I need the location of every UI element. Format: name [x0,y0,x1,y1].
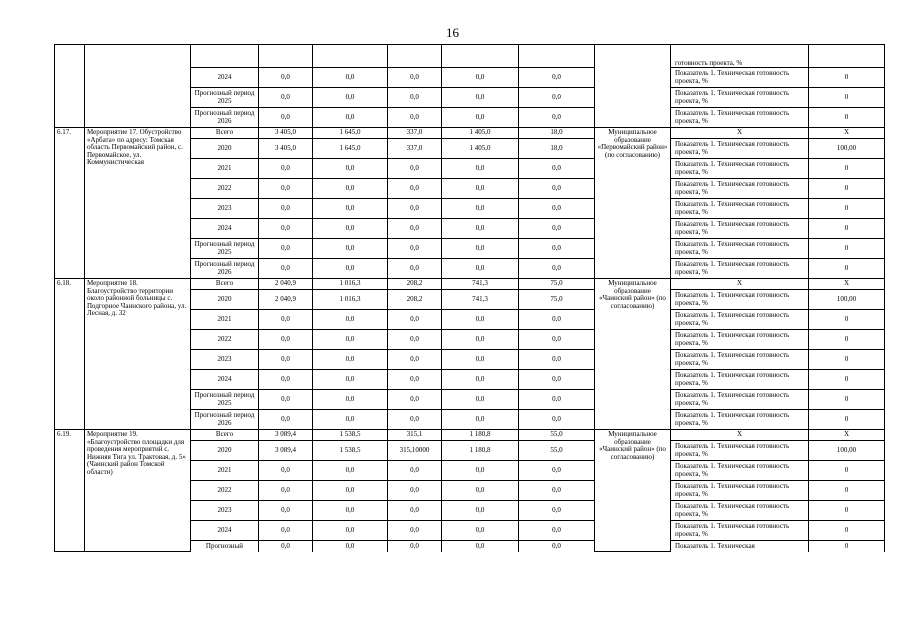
local-budget-cell: 0,0 [442,179,519,199]
extrabudget-cell: 0,0 [519,179,595,199]
total-value-cell: 0,0 [259,521,313,541]
total-value-cell: 0,0 [259,481,313,501]
federal-budget-cell: 0,0 [313,410,388,430]
activity-row [55,430,885,441]
activity-title-cell-continued [85,45,191,128]
total-value-cell: 0,0 [259,350,313,370]
extrabudget-cell: 0,0 [519,370,595,390]
continuation-top-row [55,45,885,68]
local-budget-cell: 0,0 [442,310,519,330]
activity-number-cell: 6.18. [55,279,85,430]
federal-budget-cell: 1 538,5 [313,430,388,441]
blank-cell [388,45,442,68]
regional-budget-cell: 337,0 [388,128,442,139]
regional-budget-cell: 337,0 [388,139,442,159]
activity-number-cell: 6.19. [55,430,85,552]
target-cell: 0 [809,310,885,330]
indicator-cell: Показатель 1. Техническая готовность проекта, % [671,310,809,330]
indicator-cell: Показатель 1. Техническая готовность проекта, % [671,179,809,199]
target-cell: 0 [809,219,885,239]
period-cell: Прогнозный период 2025 [191,88,259,108]
extrabudget-cell: 75,0 [519,290,595,310]
total-value-cell: 0,0 [259,88,313,108]
total-value-cell: 2 040,9 [259,279,313,290]
federal-budget-cell: 0,0 [313,521,388,541]
indicator-cell: готовность проекта, % [671,45,809,68]
regional-budget-cell: 0,0 [388,179,442,199]
extrabudget-cell: 0,0 [519,410,595,430]
local-budget-cell: 0,0 [442,108,519,128]
activity-title-cell: Мероприятие 17. Обустройство «Арбата» по адресу: Томская область Первомайский район, с. Первомайское, ул. Коммунистическая [85,128,191,279]
period-cell: Всего [191,430,259,441]
regional-budget-cell: 0,0 [388,461,442,481]
target-cell: 100,00 [809,139,885,159]
federal-budget-cell: 0,0 [313,501,388,521]
federal-budget-cell: 1 016,3 [313,279,388,290]
indicator-cell: Показатель 1. Техническая готовность проекта, % [671,370,809,390]
total-value-cell: 0,0 [259,199,313,219]
target-cell: 0 [809,481,885,501]
period-cell: 2021 [191,461,259,481]
extrabudget-cell: 0,0 [519,330,595,350]
local-budget-cell: 0,0 [442,330,519,350]
target-cell: 0 [809,350,885,370]
period-cell: Прогнозный [191,541,259,552]
federal-budget-cell: 0,0 [313,179,388,199]
regional-budget-cell: 208,2 [388,290,442,310]
extrabudget-cell: 0,0 [519,108,595,128]
regional-budget-cell: 0,0 [388,541,442,552]
indicator-cell: Показатель 1. Техническая готовность проекта, % [671,410,809,430]
executor-cell-continued [595,45,671,128]
target-cell: 0 [809,541,885,552]
local-budget-cell: 0,0 [442,461,519,481]
local-budget-cell: 1 405,0 [442,139,519,159]
total-value-cell: 0,0 [259,159,313,179]
local-budget-cell: 1 180,8 [442,441,519,461]
period-cell: 2020 [191,139,259,159]
regional-budget-cell: 0,0 [388,199,442,219]
federal-budget-cell: 0,0 [313,88,388,108]
federal-budget-cell: 1 645,0 [313,139,388,159]
total-value-cell: 0,0 [259,219,313,239]
period-cell: 2021 [191,159,259,179]
total-value-cell: 0,0 [259,310,313,330]
indicator-cell: X [671,430,809,441]
regional-budget-cell: 0,0 [388,239,442,259]
target-cell [809,45,885,68]
extrabudget-cell: 0,0 [519,199,595,219]
local-budget-cell: 0,0 [442,521,519,541]
period-cell: Прогнозный период 2026 [191,410,259,430]
extrabudget-cell: 0,0 [519,259,595,279]
local-budget-cell: 0,0 [442,370,519,390]
regional-budget-cell: 0,0 [388,108,442,128]
extrabudget-cell: 0,0 [519,521,595,541]
period-cell: Всего [191,279,259,290]
federal-budget-cell: 0,0 [313,481,388,501]
total-value-cell: 0,0 [259,259,313,279]
federal-budget-cell: 0,0 [313,330,388,350]
federal-budget-cell: 0,0 [313,370,388,390]
target-cell: 0 [809,390,885,410]
executor-cell: Муниципальное образование «Чаинский район» (по согласованию) [595,430,671,552]
period-cell: 2022 [191,481,259,501]
period-cell: 2024 [191,68,259,88]
period-cell: 2020 [191,441,259,461]
page-number: 16 [446,25,459,40]
executor-cell: Муниципальное образование «Первомайский район» (по согласованию) [595,128,671,279]
local-budget-cell: 0,0 [442,481,519,501]
extrabudget-cell: 0,0 [519,461,595,481]
period-cell: Прогнозный период 2026 [191,108,259,128]
indicator-cell: Показатель 1. Техническая готовность проекта, % [671,330,809,350]
extrabudget-cell: 0,0 [519,350,595,370]
target-cell: 0 [809,88,885,108]
period-cell: 2024 [191,370,259,390]
local-budget-cell: 0,0 [442,350,519,370]
local-budget-cell: 0,0 [442,88,519,108]
extrabudget-cell: 0,0 [519,88,595,108]
federal-budget-cell: 0,0 [313,390,388,410]
period-cell: Всего [191,128,259,139]
indicator-cell: Показатель 1. Техническая готовность проекта, % [671,481,809,501]
activity-title-cell: Мероприятие 18. Благоустройство территории около районной больницы с. Подгорное Чаинского района, ул. Лесная, д. 32 [85,279,191,430]
indicator-cell: Показатель 1. Техническая готовность проекта, % [671,199,809,219]
local-budget-cell: 0,0 [442,390,519,410]
total-value-cell: 0,0 [259,179,313,199]
target-cell: 100,00 [809,441,885,461]
extrabudget-cell: 18,0 [519,128,595,139]
indicator-cell: Показатель 1. Техническая готовность проекта, % [671,350,809,370]
blank-cell [259,45,313,68]
activity-row [55,279,885,290]
indicator-cell: Показатель 1. Техническая готовность проекта, % [671,390,809,410]
extrabudget-cell: 75,0 [519,279,595,290]
federal-budget-cell: 0,0 [313,310,388,330]
extrabudget-cell: 0,0 [519,390,595,410]
total-value-cell: 0,0 [259,370,313,390]
indicator-cell: Показатель 1. Техническая готовность проекта, % [671,219,809,239]
local-budget-cell: 0,0 [442,501,519,521]
period-cell: 2023 [191,199,259,219]
federal-budget-cell: 0,0 [313,219,388,239]
target-cell: X [809,128,885,139]
activity-title-cell: Мероприятие 19. «Благоустройство площадки для проведения мероприятий с. Нижняя Тига ул. Трактовая, д. 5» (Чаинский район Томской области) [85,430,191,552]
regional-budget-cell: 0,0 [388,88,442,108]
period-cell: 2022 [191,179,259,199]
target-cell: 0 [809,461,885,481]
executor-cell: Муниципальное образование «Чаинский район» (по согласованию) [595,279,671,430]
extrabudget-cell: 55,0 [519,441,595,461]
local-budget-cell: 0,0 [442,159,519,179]
extrabudget-cell: 18,0 [519,139,595,159]
period-cell: 2020 [191,290,259,310]
indicator-cell: Показатель 1. Техническая готовность проекта, % [671,88,809,108]
extrabudget-cell: 0,0 [519,310,595,330]
indicator-cell: Показатель 1. Техническая готовность проекта, % [671,501,809,521]
regional-budget-cell: 0,0 [388,68,442,88]
indicator-cell: Показатель 1. Техническая готовность проекта, % [671,441,809,461]
total-value-cell: 3 089,4 [259,441,313,461]
regional-budget-cell: 208,2 [388,279,442,290]
target-cell: 0 [809,108,885,128]
regional-budget-cell: 0,0 [388,370,442,390]
regional-budget-cell: 315,1 [388,430,442,441]
federal-budget-cell: 0,0 [313,159,388,179]
indicator-cell: Показатель 1. Техническая готовность проекта, % [671,290,809,310]
target-cell: 0 [809,259,885,279]
target-cell: 0 [809,410,885,430]
total-value-cell: 0,0 [259,239,313,259]
regional-budget-cell: 0,0 [388,330,442,350]
local-budget-cell: 741,3 [442,290,519,310]
regional-budget-cell: 0,0 [388,259,442,279]
total-value-cell: 0,0 [259,108,313,128]
period-cell: 2024 [191,521,259,541]
number-cell-continued [55,45,85,128]
federal-budget-cell: 1 645,0 [313,128,388,139]
local-budget-cell: 0,0 [442,259,519,279]
total-value-cell: 0,0 [259,68,313,88]
total-value-cell: 0,0 [259,410,313,430]
regional-budget-cell: 0,0 [388,501,442,521]
regional-budget-cell: 315,10000 [388,441,442,461]
local-budget-cell: 0,0 [442,239,519,259]
indicator-cell: Показатель 1. Техническая готовность проекта, % [671,259,809,279]
period-cell: Прогнозный период 2026 [191,259,259,279]
local-budget-cell: 0,0 [442,68,519,88]
federal-budget-cell: 0,0 [313,68,388,88]
regional-budget-cell: 0,0 [388,310,442,330]
blank-cell [313,45,388,68]
indicator-cell: Показатель 1. Техническая готовность проекта, % [671,461,809,481]
extrabudget-cell: 55,0 [519,430,595,441]
target-cell: 100,00 [809,290,885,310]
total-value-cell: 0,0 [259,330,313,350]
indicator-cell: Показатель 1. Техническая готовность проекта, % [671,239,809,259]
extrabudget-cell: 0,0 [519,68,595,88]
local-budget-cell: 1 405,0 [442,128,519,139]
period-cell: Прогнозный период 2025 [191,239,259,259]
federal-budget-cell: 0,0 [313,239,388,259]
local-budget-cell: 0,0 [442,219,519,239]
federal-budget-cell: 1 016,3 [313,290,388,310]
local-budget-cell: 0,0 [442,199,519,219]
federal-budget-cell: 0,0 [313,350,388,370]
local-budget-cell: 0,0 [442,410,519,430]
extrabudget-cell: 0,0 [519,239,595,259]
total-value-cell: 3 405,0 [259,128,313,139]
blank-cell [442,45,519,68]
indicator-cell: Показатель 1. Техническая [671,541,809,552]
indicator-cell: Показатель 1. Техническая готовность проекта, % [671,159,809,179]
extrabudget-cell: 0,0 [519,159,595,179]
total-value-cell: 2 040,9 [259,290,313,310]
regional-budget-cell: 0,0 [388,159,442,179]
regional-budget-cell: 0,0 [388,219,442,239]
regional-budget-cell: 0,0 [388,390,442,410]
total-value-cell: 0,0 [259,390,313,410]
target-cell: 0 [809,370,885,390]
extrabudget-cell: 0,0 [519,481,595,501]
blank-cell [191,45,259,68]
extrabudget-cell: 0,0 [519,501,595,521]
blank-cell [519,45,595,68]
regional-budget-cell: 0,0 [388,350,442,370]
indicator-cell: X [671,128,809,139]
target-cell: X [809,430,885,441]
local-budget-cell: 0,0 [442,541,519,552]
indicator-cell: X [671,279,809,290]
period-cell: 2023 [191,501,259,521]
target-cell: 0 [809,199,885,219]
indicator-cell: Показатель 1. Техническая готовность проекта, % [671,108,809,128]
target-cell: 0 [809,501,885,521]
period-cell: 2022 [191,330,259,350]
extrabudget-cell: 0,0 [519,541,595,552]
regional-budget-cell: 0,0 [388,481,442,501]
local-budget-cell: 1 180,8 [442,430,519,441]
indicator-cell: Показатель 1. Техническая готовность проекта, % [671,68,809,88]
indicator-cell: Показатель 1. Техническая готовность проекта, % [671,139,809,159]
federal-budget-cell: 0,0 [313,461,388,481]
federal-budget-cell: 1 538,5 [313,441,388,461]
target-cell: 0 [809,179,885,199]
target-cell: X [809,279,885,290]
total-value-cell: 3 089,4 [259,430,313,441]
indicator-cell: Показатель 1. Техническая готовность проекта, % [671,521,809,541]
activities-table [54,44,885,552]
local-budget-cell: 741,3 [442,279,519,290]
target-cell: 0 [809,521,885,541]
activity-number-cell: 6.17. [55,128,85,279]
total-value-cell: 3 405,0 [259,139,313,159]
activity-row [55,128,885,139]
federal-budget-cell: 0,0 [313,108,388,128]
regional-budget-cell: 0,0 [388,521,442,541]
federal-budget-cell: 0,0 [313,259,388,279]
federal-budget-cell: 0,0 [313,199,388,219]
period-cell: 2023 [191,350,259,370]
total-value-cell: 0,0 [259,461,313,481]
target-cell: 0 [809,330,885,350]
period-cell: Прогнозный период 2025 [191,390,259,410]
regional-budget-cell: 0,0 [388,410,442,430]
federal-budget-cell: 0,0 [313,541,388,552]
total-value-cell: 0,0 [259,501,313,521]
total-value-cell: 0,0 [259,541,313,552]
target-cell: 0 [809,68,885,88]
period-cell: 2024 [191,219,259,239]
extrabudget-cell: 0,0 [519,219,595,239]
period-cell: 2021 [191,310,259,330]
target-cell: 0 [809,239,885,259]
target-cell: 0 [809,159,885,179]
